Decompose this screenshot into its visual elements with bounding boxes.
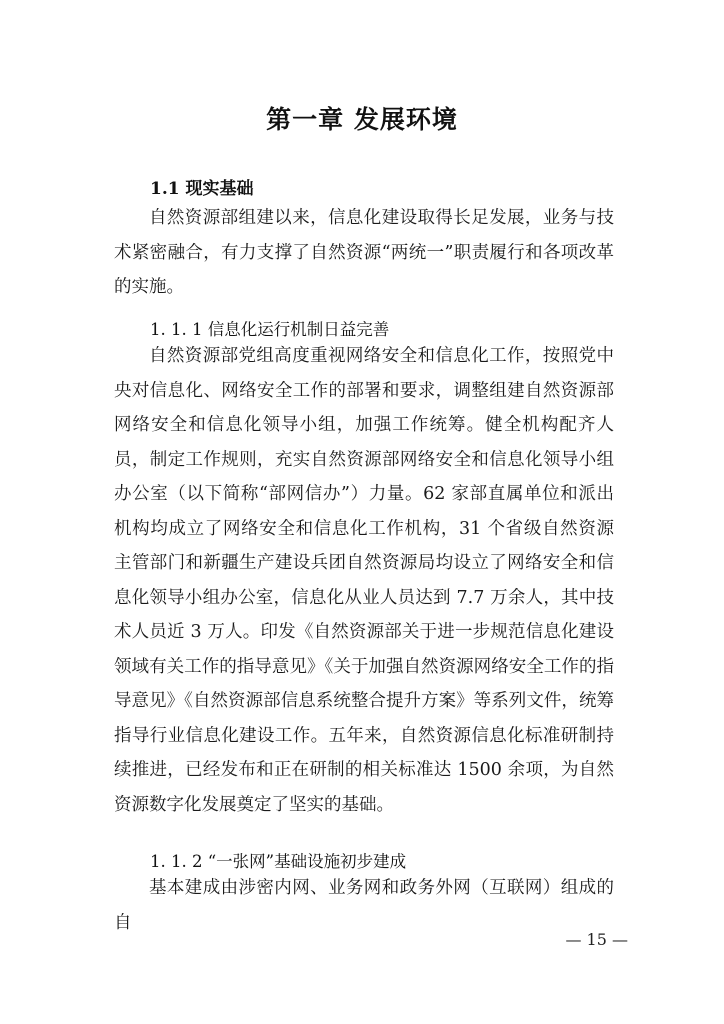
page-number: — 15 — (565, 930, 628, 949)
section-heading-1-1: 1.1 现实基础 (150, 179, 254, 199)
subsection-heading-1-1-1: 1. 1. 1 信息化运行机制日益完善 (150, 320, 390, 339)
subsection-heading-1-1-2: 1. 1. 2 “一张网”基础设施初步建成 (150, 852, 407, 871)
paragraph-1-1: 自然资源部组建以来，信息化建设取得长足发展，业务与技术紧密融合，有力支撑了自然资源“两统一”职责履行和各项改革的实施。 (114, 208, 614, 297)
paragraph-1-1-2: 基本建成由涉密内网、业务网和政务外网（互联网）组成的自 (114, 878, 614, 933)
paragraph-1-1-1: 自然资源部党组高度重视网络安全和信息化工作，按照党中央对信息化、网络安全工作的部署和要求，调整组建自然资源部网络安全和信息化领导小组，加强工作统筹。健全机构配齐人员，制定工作规则，充实自然资源部网络安全和信息化领导小组办公室（以下简称“部网信办”）力量。62 家部直属单位和派出机构均成立了网络安全和信息化工作机构，31 个省级自然资源主管部门和新疆生产建设兵团自然资源局均设立了网络安全和信息化领导小组办公室，信息化从业人员达到 7.7 万余人，其中技术人员近 3 万人。印发《自然资源部关于进一步规范信息化建设领域有关工作的指导意见》《关于加强自然资源网络安全工作的指导意见》《自然资源部信息系统整合提升方案》等系列文件，统筹指导行业信息化建设工作。五年来，自然资源信息化标准研制持续推进，已经发布和正在研制的相关标准达 1500 余项，为自然资源数字化发展奠定了坚实的基础。 (114, 346, 614, 815)
chapter-title: 第一章 发展环境 (266, 105, 458, 134)
